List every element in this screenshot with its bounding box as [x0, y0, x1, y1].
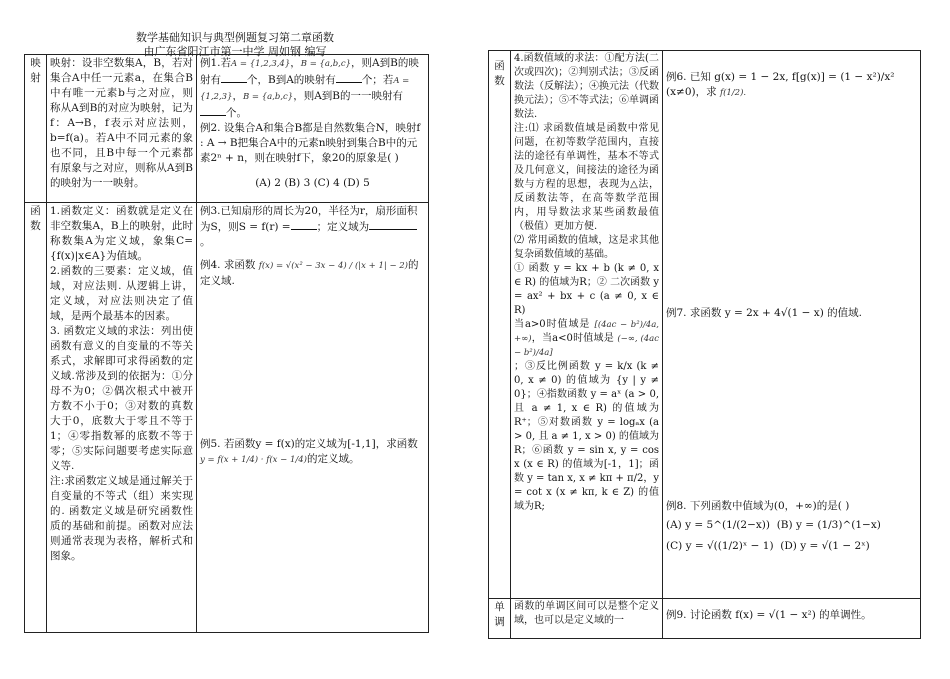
example-1: 例1.若A = {1,2,3,4}，B = {a,b,c}，则A到B的映射有 个，B到A的映射有 个；若A = {1,2,3}，B = {a,b,c}，则A到B的一一映射有个。: [200, 57, 419, 119]
concept-cell: 映射：设非空数集A，B，若对集合A中任一元素a，在集合B中有唯一元素b与之对应，则称从A到B的对应为映射，记为f：A→B，f表示对应法则，b=f(a)。若A中不同元素的象也不同，且B中每一个元素都有原象与之对应，则称从A到B的映射为一一映射。: [47, 55, 197, 203]
category-cell: 函数: [489, 51, 511, 599]
category-cell: 函数: [25, 203, 47, 633]
table-row: [25, 55, 429, 203]
method-cell: 函数的单调区间可以是整个定义域，也可以是定义域的一: [511, 599, 663, 639]
choice-c: (C) y = √((1/2)ˣ − 1): [666, 540, 774, 552]
left-table: [24, 54, 429, 633]
choice-d: (D) y = √(1 − 2ˣ): [780, 540, 870, 552]
concept-cell: 1.函数定义：函数就是定义在非空数集A，B上的映射，此时称数集A为定义域，象集C={f(x)|x∈A}为值域。 2.函数的三要素：定义域，值域，对应法则. 从逻辑上讲，定义域，对应法则决定了值域，是两个最基本的因素。 3. 函数定义域的求法：列出使函数有意义的自变量的不等关系式，求解即可求得函数的定义域.常涉及到的依据为：①分母不为0；②偶次根式中被开方数不小于0；③对数的真数大于0，底数大于零且不等于1；④零指数幂的底数不等于零；⑤实际问题要考虑实际意义等. 注:求函数定义域是通过解关于自变量的不等式（组）来实现的. 函数定义域是研究函数性质的基础和前提。函数对应法则通常表现为表格，解析式和图象。: [47, 203, 197, 633]
answer-blank: [369, 219, 417, 230]
example-cell: [197, 203, 429, 633]
category-cell: 单调: [489, 599, 511, 639]
example-4: 例4. 求函数 f(x) = √(x² − 3x − 4) / (|x + 1| − 2)的定义域.: [200, 259, 419, 287]
example-8: 例8. 下列函数中值域为(0，+∞)的是( ) (A) y = 5^(1/(2−x)) (B) y = (1/3)^(1−x) (C) y = √((1/2)ˣ − 1) (D) y = √(1 − 2ˣ): [666, 500, 881, 552]
answer-blank: [200, 105, 226, 116]
example-6: 例6. 已知 g(x) = 1 − 2x, f[g(x)] = (1 − x²)/x² (x≠0)，求 f(1/2).: [666, 71, 895, 98]
page-subtitle: 由广东省阳江市第一中学 周如钢 编写: [143, 45, 327, 58]
choice-b: (B) y = (1/3)^(1−x): [776, 519, 881, 531]
example-cell: [663, 599, 921, 639]
right-table: [488, 50, 921, 639]
choice-a: (A) y = 5^(1/(2−x)): [666, 519, 771, 531]
example-9: 例9. 讨论函数 f(x) = √(1 − x²) 的单调性。: [666, 609, 872, 621]
example-3: 例3.已知扇形的周长为20，半径为r，扇形面积为S，则S = f(r) = ；定义域为。: [200, 205, 418, 248]
page-title: 数学基础知识与典型例题复习第二章函数: [136, 31, 334, 44]
answer-blank: [336, 72, 362, 83]
answer-blank: [221, 72, 247, 83]
answer-blank: [291, 219, 317, 230]
table-row: [489, 599, 921, 639]
example-5: 例5. 若函数y = f(x)的定义域为[-1,1]，求函数 y = f(x + 1/4) · f(x − 1/4)的定义域。: [200, 438, 418, 465]
example-2-choices: (A) 2 (B) 3 (C) 4 (D) 5: [255, 177, 370, 189]
table-row: [489, 51, 921, 599]
table-row: [25, 203, 429, 633]
example-2: 例2. 设集合A和集合B都是自然数集合N，映射f : A → B把集合A中的元素n映射到集合B中的元素2ⁿ + n，则在映射f下，象20的原象是( ): [200, 122, 421, 164]
category-cell: 映射: [25, 55, 47, 203]
example-cell: [197, 55, 429, 203]
example-cell: [663, 51, 921, 599]
example-7: 例7. 求函数 y = 2x + 4√(1 − x) 的值域.: [666, 307, 862, 319]
method-cell: 4.函数值域的求法：①配方法(二次或四次)；②判别式法；③反函数法（反解法）；④换元法（代数换元法）；⑤不等式法；⑥单调函数法. 注:⑴ 求函数值域是函数中常见问题，在初等数学范围内，直接法的途径有单调性，基本不等式及几何意义，间接法的途径为函数与方程的思想，表现为△法，反函数法等，在高等数学范围内，用导数法求某些函数最值（极值）更加方便. ⑵ 常用函数的值域，这是求其他复杂函数值域的基础。 ① 函数 y = kx + b (k ≠ 0, x ∈ R) 的值域为R；② 二次函数 y = ax² + bx + c (a ≠ 0, x ∈ R) 当a>0时值域是 [(4ac − b²)/4a, +∞)，当a<0时值域是 (−∞, (4ac − b²)/4a] ；③反比例函数 y = k/x (k ≠ 0, x ≠ 0) 的值域为 {y | y ≠ 0}；④指数函数 y = aˣ (a > 0, 且 a ≠ 1, x ∈ R) 的值域为 R⁺；⑤对数函数 y = logₐx (a > 0, 且 a ≠ 1, x > 0) 的值域为R；⑥函数 y = sin x, y = cos x (x ∈ R) 的值域为[-1，1]；函数 y = tan x, x ≠ kπ + π/2，y = cot x (x ≠ kπ, k ∈ Z) 的值域为R;: [511, 51, 663, 599]
